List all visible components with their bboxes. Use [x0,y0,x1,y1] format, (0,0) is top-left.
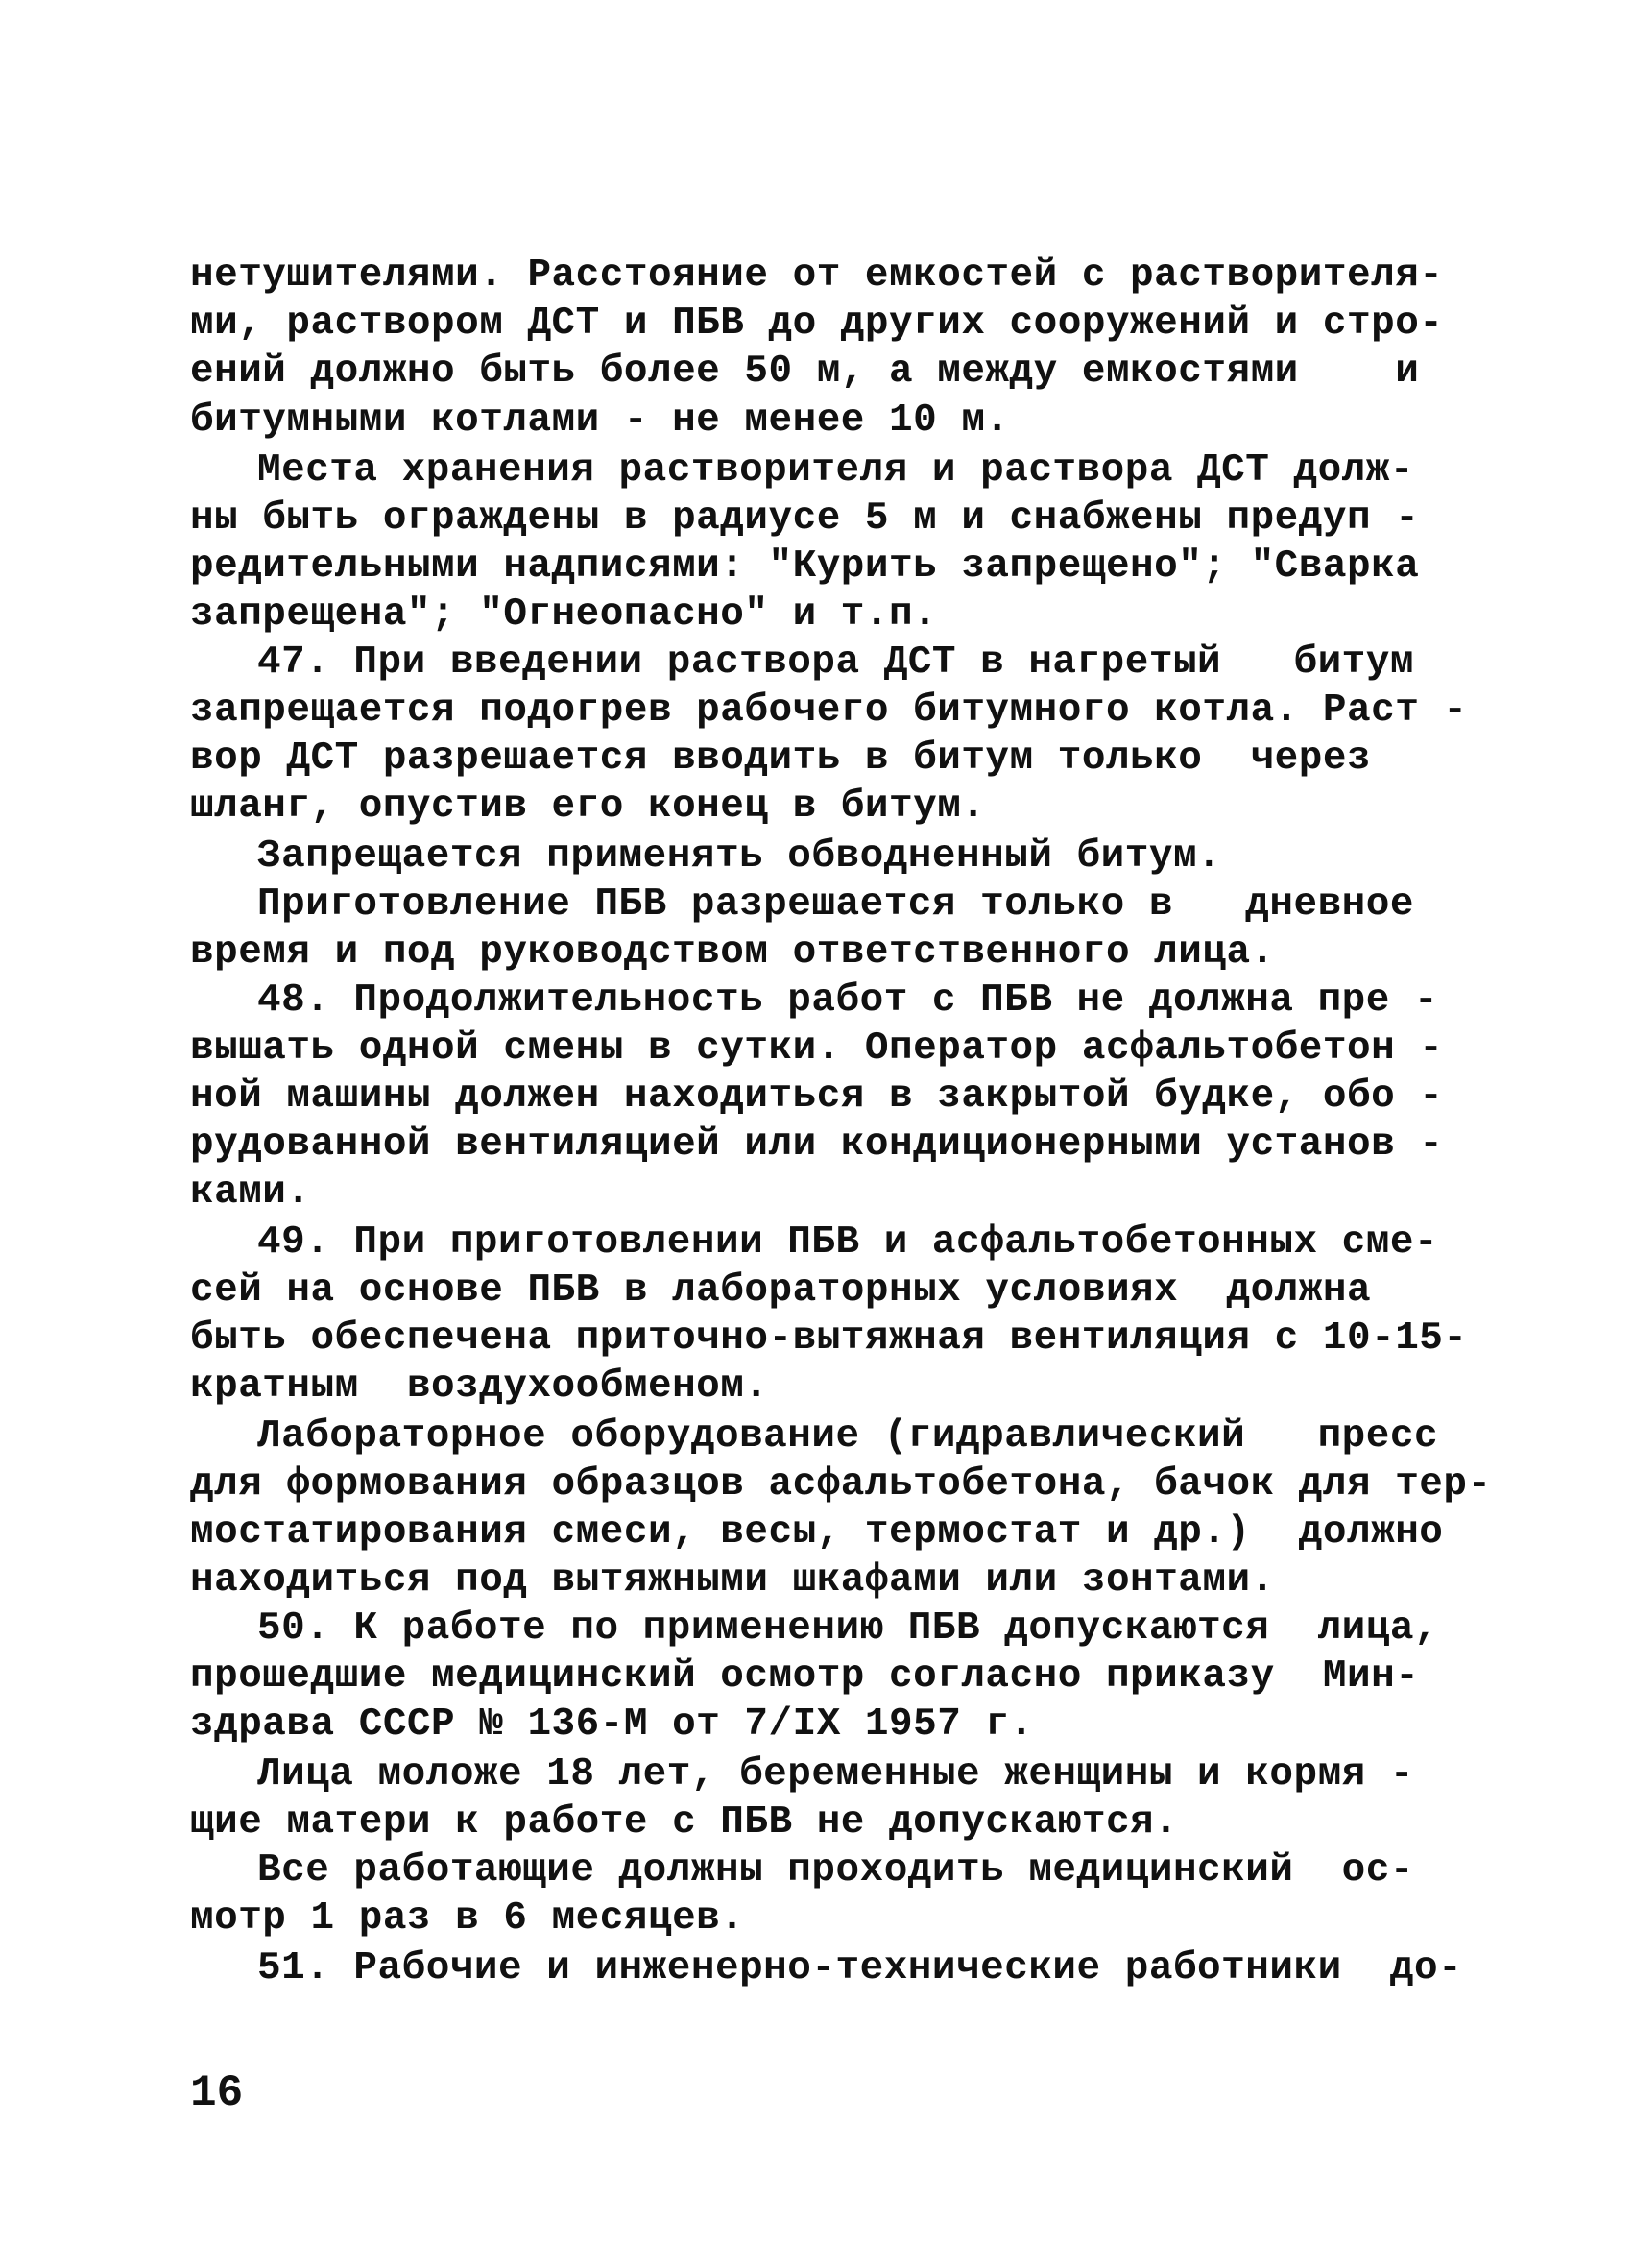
text-line: ны быть ограждены в радиусе 5 м и снабжены предуп - [190,496,1420,541]
text-line: Все работающие должны проходить медицинский ос- [257,1848,1414,1893]
text-line: ений должно быть более 50 м, а между емкостями и [190,350,1420,394]
text-line: запрещена"; "Огнеопасно" и т.п. [190,592,938,637]
text-line: редительными надписями: "Курить запрещено"; "Сварка [190,544,1420,589]
text-line: рудованной вентиляцией или кондиционерными установ - [190,1122,1444,1167]
text-line: ми, раствором ДСТ и ПБВ до других сооружений и стро- [190,302,1444,346]
text-line: вышать одной смены в сутки. Оператор асфальтобетон - [190,1026,1444,1071]
text-line: Лица моложе 18 лет, беременные женщины и кормя - [257,1752,1414,1797]
text-line: 51. Рабочие и инженерно-технические работники до- [257,1946,1463,1991]
text-line: запрещается подогрев рабочего битумного котла. Раст - [190,688,1468,733]
text-line: кратным воздухообменом. [190,1364,769,1409]
text-line: нетушителями. Расстояние от емкостей с растворителя- [190,253,1444,298]
text-line: 49. При приготовлении ПБВ и асфальтобетонных сме- [257,1220,1439,1265]
text-line: прошедшие медицинский осмотр согласно приказу Мин- [190,1654,1420,1699]
text-line: сей на основе ПБВ в лабораторных условиях должна [190,1268,1372,1313]
text-line: Места хранения растворителя и раствора ДСТ долж- [257,448,1414,493]
text-line: шланг, опустив его конец в битум. [190,784,986,829]
text-line: время и под руководством ответственного лица. [190,930,1275,975]
text-line: 47. При введении раствора ДСТ в нагретый битум [257,640,1414,685]
page-number: 16 [190,2068,244,2118]
text-line: щие матери к работе с ПБВ не допускаются. [190,1800,1179,1845]
text-line: 48. Продолжительность работ с ПБВ не должна пре - [257,978,1439,1023]
text-line: мостатирования смеси, весы, термостат и др.) должно [190,1510,1444,1555]
text-line: быть обеспечена приточно-вытяжная вентиляция с 10-15- [190,1316,1468,1361]
text-line: здрава СССР № 136-М от 7/IX 1957 г. [190,1702,1034,1747]
text-line: Приготовление ПБВ разрешается только в дневное [257,882,1414,927]
text-line: вор ДСТ разрешается вводить в битум только через [190,736,1372,781]
text-line: для формования образцов асфальтобетона, бачок для тер- [190,1462,1492,1507]
text-line: находиться под вытяжными шкафами или зонтами. [190,1558,1275,1603]
text-line: мотр 1 раз в 6 месяцев. [190,1896,745,1941]
text-line: Лабораторное оборудование (гидравлический пресс [257,1414,1439,1459]
text-line: Запрещается применять обводненный битум. [257,834,1222,879]
text-line: ками. [190,1170,311,1215]
text-line: 50. К работе по применению ПБВ допускаются лица, [257,1606,1439,1651]
text-line: ной машины должен находиться в закрытой будке, обо - [190,1074,1444,1119]
text-line: битумными котлами - не менее 10 м. [190,398,1010,443]
